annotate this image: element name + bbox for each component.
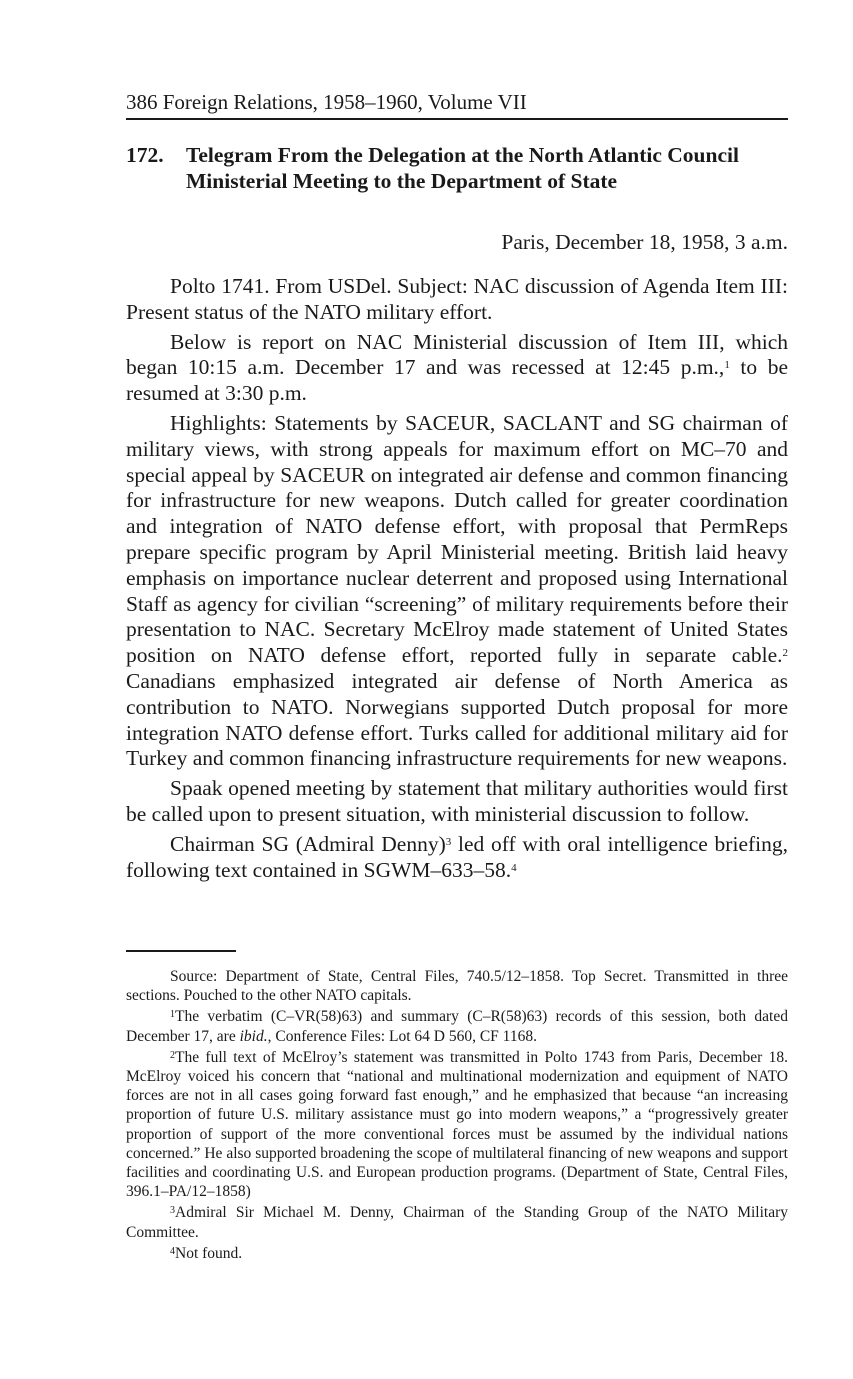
footnote-1-ibid: ibid. <box>239 1027 268 1045</box>
paragraph-report-text-b: to be resumed at 3:30 p.m. <box>126 355 788 406</box>
footnote-ref-4[interactable]: 4 <box>511 861 517 874</box>
footnote-1-mark: 1 <box>170 1009 175 1021</box>
paragraph-chairman-text-a: Chairman SG (Admiral Denny) <box>170 831 446 856</box>
footnote-3-text: Admiral Sir Michael M. Denny, Chairman of the Standing Group of the NATO Military Committee. <box>126 1204 788 1241</box>
footnote-4-mark: 4 <box>170 1245 175 1257</box>
footnote-4-text: Not found. <box>175 1244 243 1262</box>
paragraph-chairman <box>126 832 788 884</box>
document-number: 172. <box>126 143 164 167</box>
paragraph-report <box>126 330 788 407</box>
footnote-2 <box>126 1048 788 1202</box>
document-title: Telegram From the Delegation at the North Atlantic Council Ministerial Meeting to the Department of State <box>186 143 739 193</box>
footnotes <box>126 967 788 1265</box>
telegram-body <box>126 274 788 887</box>
paragraph-highlights-text-a: Highlights: Statements by SACEUR, SACLANT and SG chairman of military views, with strong appeals for maximum effort on MC–70 and special appeal by SACEUR on integrated air defense and common financing for infrastructure for new weapons. Dutch called for greater coordination and integration of NATO defense effort, with proposal that PermReps prepare specific program by April Ministerial meeting. British laid heavy emphasis on importance nuclear deterrent and proposed using International Staff as agency for civilian “screening” of military requirements before their presentation to NAC. Secretary McElroy made statement of United States position on NATO defense effort, reported fully in separate cable. <box>126 410 788 668</box>
footnote-3-mark: 3 <box>170 1205 175 1217</box>
paragraph-subject: Polto 1741. From USDel. Subject: NAC discussion of Agenda Item III: Present status of the NATO military effort. <box>126 274 788 324</box>
footnote-1 <box>126 1007 788 1045</box>
header-rule <box>126 118 788 120</box>
footnote-2-mark: 2 <box>170 1049 175 1061</box>
footnote-2-text: The full text of McElroy’s statement was transmitted in Polto 1743 from Paris, December 18. McElroy voiced his concern that “national and multinational modernization and equipment of NATO forces are not in all cases going forward fast enough,” and he emphasized that because “an increasing proportion of future U.S. military assistance must go into modern weapons,” a “progressively greater proportion of support of the more conventional forces must be assumed by the individual nations concerned.” He also supported broadening the scope of multilateral financing of new weapons and support facilities and coordinating U.S. and European production programs. (Department of State, Central Files, 396.1–PA/12–1858) <box>126 1048 788 1201</box>
running-head: 386 Foreign Relations, 1958–1960, Volume VII <box>126 90 527 114</box>
footnote-ref-1[interactable]: 1 <box>724 359 730 372</box>
footnote-1-text-a: The verbatim (C–VR(58)63) and summary (C–R(58)63) records of this session, both dated December 17, are <box>126 1008 788 1045</box>
footnote-3 <box>126 1203 788 1241</box>
dateline: Paris, December 18, 1958, 3 a.m. <box>501 230 788 254</box>
document-heading <box>126 142 788 194</box>
footnote-ref-3[interactable]: 3 <box>445 835 452 848</box>
paragraph-report-text-a: Below is report on NAC Ministerial discussion of Item III, which began 10:15 a.m. December 17 and was recessed at 12:45 p.m., <box>126 329 788 380</box>
paragraph-spaak: Spaak opened meeting by statement that military authorities would first be called upon to present situation, with ministerial discussion to follow. <box>126 776 788 826</box>
paragraph-chairman-text-b: led off with oral intelligence briefing, following text contained in SGWM–633–58. <box>126 831 788 882</box>
paragraph-highlights <box>126 411 788 772</box>
source-note: Source: Department of State, Central Files, 740.5/12–1858. Top Secret. Transmitted in three sections. Pouched to the other NATO capitals. <box>126 968 788 1005</box>
footnote-ref-2[interactable]: 2 <box>782 647 788 660</box>
footnote-1-text-b: , Conference Files: Lot 64 D 560, CF 1168. <box>267 1027 537 1045</box>
paragraph-highlights-text-b: Canadians emphasized integrated air defense of North America as contribution to NATO. Norwegians supported Dutch proposal for more integration NATO defense effort. Turks called for additional military aid for Turkey and common financing infrastructure requirements for new weapons. <box>126 668 788 771</box>
footnote-rule <box>126 950 236 952</box>
footnote-4 <box>126 1244 788 1263</box>
